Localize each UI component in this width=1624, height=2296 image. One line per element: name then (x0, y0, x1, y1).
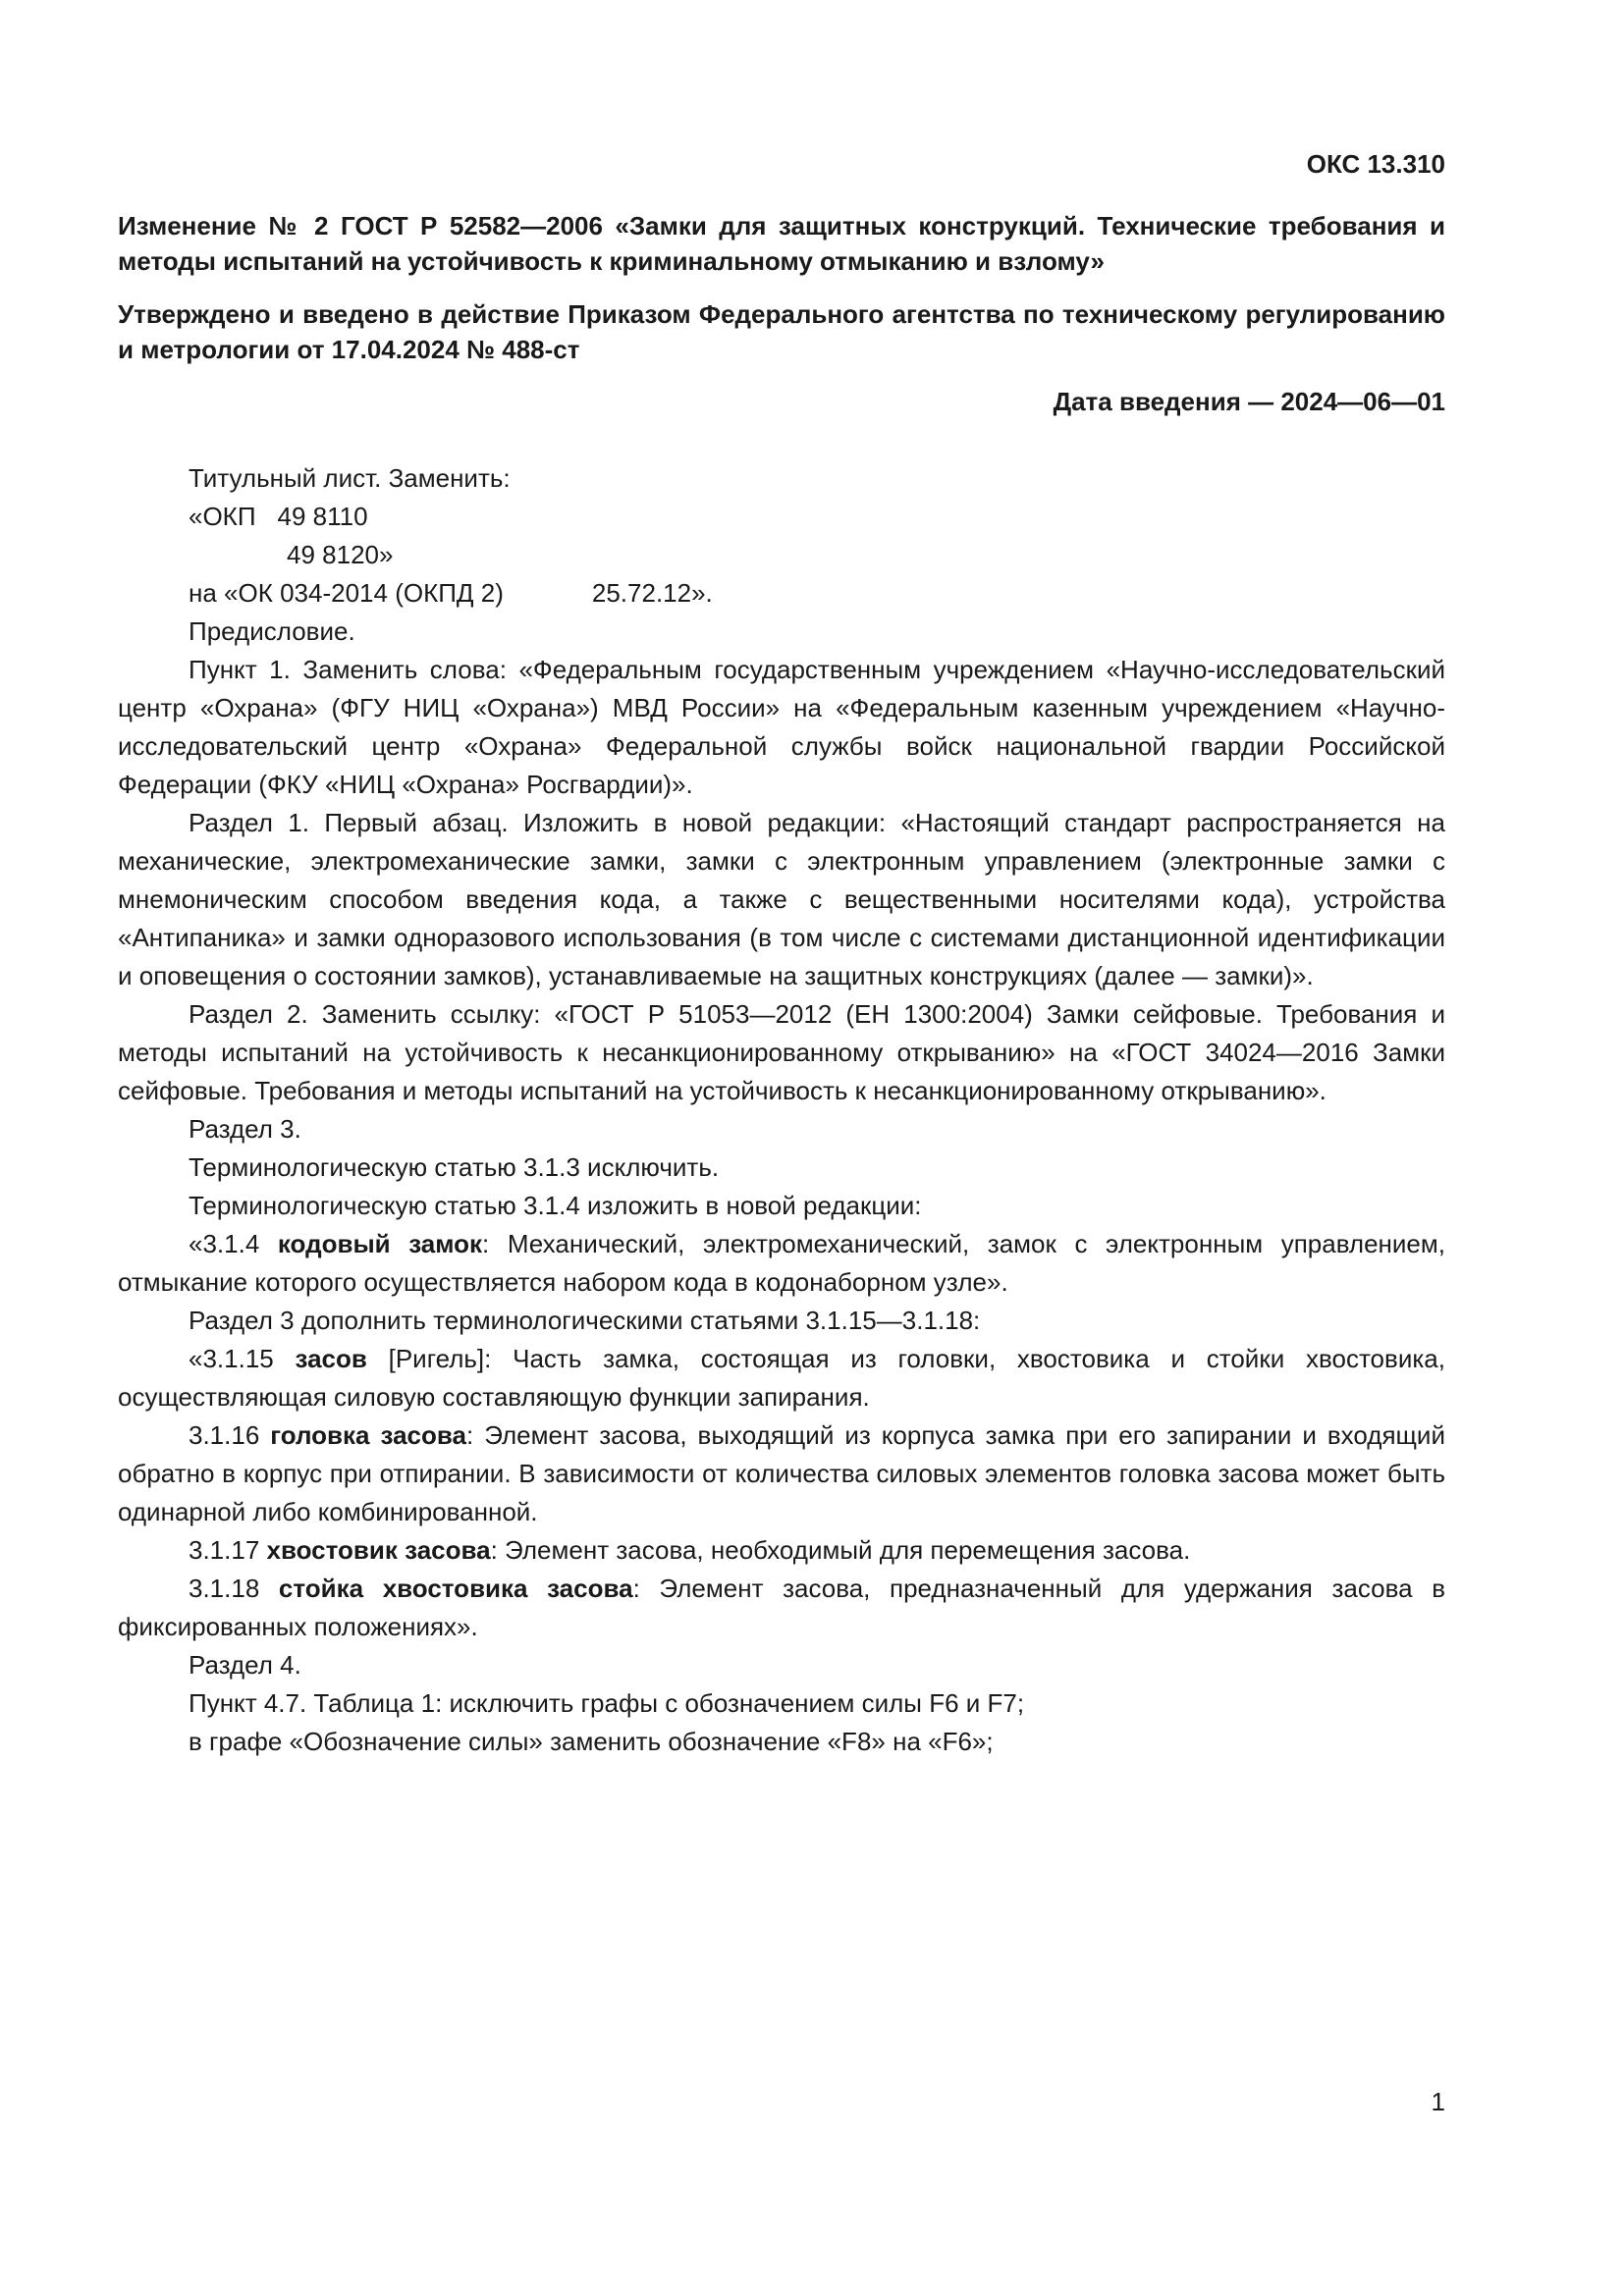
term-definition: [Ригель]: Часть замка, состоящая из головки, хвостовика и стойки хвостовика, осуществляющая силовую составляющую функции запирания. (118, 1344, 1445, 1412)
term-definition: : Элемент засова, необходимый для перемещения засова. (490, 1535, 1191, 1565)
term-definition: : Механический, электромеханический, замок с электронным управлением, отмыкание которого осуществляется набором кода в кодонаборном узле». (118, 1229, 1445, 1297)
term-number: 3.1.18 (189, 1574, 260, 1603)
term-number: 3.1.17 (189, 1535, 260, 1565)
approval-statement: Утверждено и введено в действие Приказом Федерального агентства по техническому регулированию и метрологии от 17.04.2024 № 488-ст (118, 299, 1445, 364)
oks-code: ОКС 13.310 (1306, 149, 1445, 179)
paragraph-section-2: Раздел 2. Заменить ссылку: «ГОСТ Р 51053—2012 (ЕН 1300:2004) Замки сейфовые. Требования и методы испытаний на устойчивость к несанкционированному открыванию» на «ГОСТ 34024—2016 Замки сейфовые. Требования и методы испытаний на устойчивость к несанкционированному открыванию». (118, 999, 1445, 1105)
term-name: головка засова (270, 1420, 466, 1450)
effective-date: Дата введения — 2024—06—01 (1053, 387, 1445, 416)
term-3-1-16 (118, 1416, 1445, 1531)
term-definition: : Элемент засова, выходящий из корпуса замка при его запирании и входящий обратно в корпус при отпирании. В зависимости от количества силовых элементов головка засова может быть одинарной либо комбинированной. (118, 1420, 1445, 1526)
section-3-heading: Раздел 3. (189, 1114, 301, 1144)
term-number: «3.1.15 (189, 1344, 274, 1373)
section-4-heading: Раздел 4. (189, 1650, 301, 1680)
preface-heading: Предисловие. (189, 616, 355, 646)
page-number: 1 (1431, 2087, 1445, 2116)
paragraph-4-7: Пункт 4.7. Таблица 1: исключить графы с обозначением силы F6 и F7; (189, 1688, 1025, 1718)
okp-label: «ОКП (189, 502, 256, 531)
term-3-1-17 (118, 1531, 1445, 1570)
ok-line (118, 574, 1445, 613)
term-3-1-18 (118, 1570, 1445, 1646)
term-3-1-15 (118, 1340, 1445, 1416)
paragraph-force-designation: в графе «Обозначение силы» заменить обозначение «F8» на «F6»; (189, 1727, 994, 1756)
term-name: кодовый замок (277, 1229, 483, 1258)
exclude-3-1-3: Терминологическую статью 3.1.3 исключить. (189, 1152, 720, 1182)
term-number: 3.1.16 (189, 1420, 260, 1450)
okp-code-2: 49 8120» (287, 540, 394, 569)
ok-label: на «ОК 034-2014 (ОКПД 2) (189, 578, 504, 608)
term-definition: : Элемент засова, предназначенный для удержания засова в фиксированных положениях». (118, 1574, 1446, 1641)
document-page (118, 147, 1445, 1761)
add-terms-instruction: Раздел 3 дополнить терминологическими статьями 3.1.15—3.1.18: (189, 1306, 981, 1335)
title-page-intro: Титульный лист. Заменить: (189, 463, 511, 493)
term-name: стойка хвостовика засова (278, 1574, 633, 1603)
ok-code: 25.72.12». (591, 578, 713, 608)
term-name: засов (295, 1344, 367, 1373)
term-number: «3.1.4 (189, 1229, 260, 1258)
paragraph-section-1: Раздел 1. Первый абзац. Изложить в новой редакции: «Настоящий стандарт распространяется на механические, электромеханические замки, замки с электронным управлением (электронные замки с мнемоническим способом введения кода, а также с вещественными носителями кода), устройства «Антипаника» и замки одноразового использования (в том числе с системами дистанционной идентификации и оповещения о состоянии замков), устанавливаемые на защитных конструкциях (далее — замки)». (118, 808, 1445, 990)
restate-3-1-4: Терминологическую статью 3.1.4 изложить в новой редакции: (189, 1191, 922, 1220)
okp-line (118, 498, 1445, 536)
term-3-1-4 (118, 1225, 1445, 1302)
amendment-title: Изменение № 2 ГОСТ Р 52582—2006 «Замки для защитных конструкций. Технические требования и методы испытаний на устойчивость к криминальному отмыканию и взлому» (118, 211, 1445, 276)
paragraph-item-1: Пункт 1. Заменить слова: «Федеральным государственным учреждением «Научно-исследовательский центр «Охрана» (ФГУ НИЦ «Охрана») МВД России» на «Федеральным казенным учреждением «Научно-исследовательский центр «Охрана» Федеральной службы войск национальной гвардии Российской Федерации (ФКУ «НИЦ «Охрана» Росгвардии)». (118, 655, 1445, 799)
okp-code-1: 49 8110 (277, 502, 368, 531)
term-name: хвостовик засова (266, 1535, 491, 1565)
